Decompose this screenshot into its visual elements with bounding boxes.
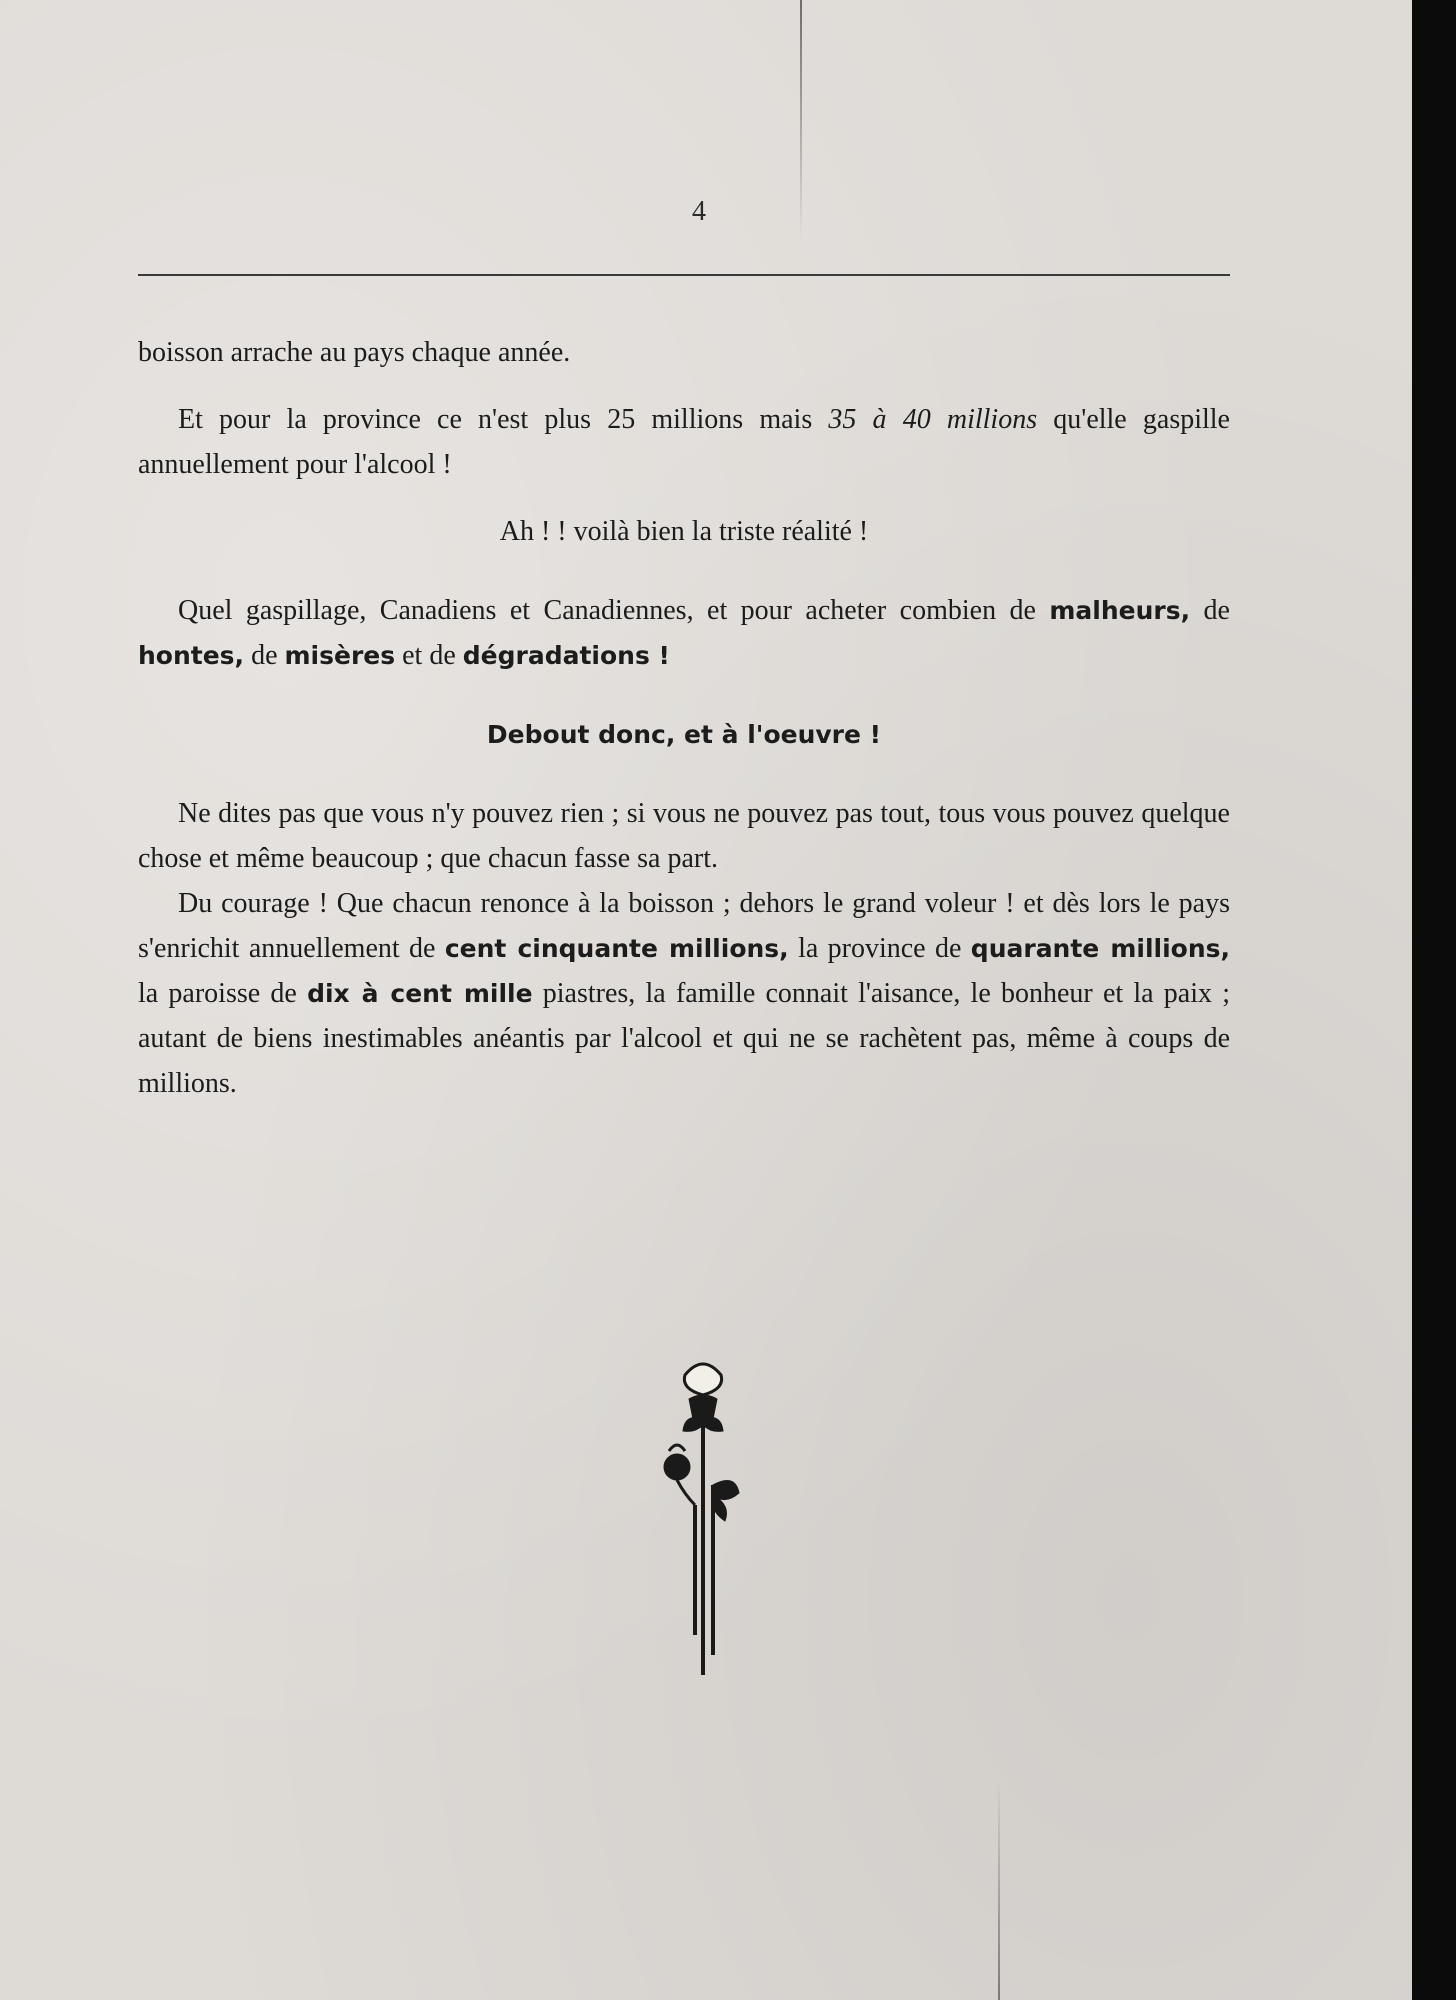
italic-amount: 35 à 40 millions bbox=[828, 404, 1038, 435]
page-number: 4 bbox=[692, 196, 706, 227]
paper-crease bbox=[800, 0, 802, 240]
paragraph-5-heading: Debout donc, et à l'oeuvre ! bbox=[486, 720, 882, 749]
paragraph-7: Du courage ! Que chacun renonce à la boisson ; dehors le grand voleur ! et dès lors le pays s'enrichit annuellement de cent cinquante millions, la province de quarante millions, la paroisse de dix à cent mille piastres, la famille connait l'aisance, le bonheur et la paix ; autant de biens inestimables anéantis par l'alcool et qui ne se rachètent pas, même à coups de millions. bbox=[138, 888, 1231, 1099]
paper-crease bbox=[998, 1780, 1000, 2000]
paragraph-6: Ne dites pas que vous n'y pouvez rien ; si vous ne pouvez pas tout, tous vous pouvez quelque chose et même beaucoup ; que chacun fasse sa part. bbox=[138, 798, 1230, 874]
paragraph-2: Et pour la province ce n'est plus 25 millions mais 35 à 40 millions qu'elle gaspille annuellement pour l'alcool ! bbox=[138, 404, 1230, 480]
header-rule bbox=[138, 274, 1230, 276]
body-text bbox=[138, 330, 1230, 1106]
paragraph-1: boisson arrache au pays chaque année. bbox=[138, 337, 571, 368]
thistle-flower-icon bbox=[655, 1355, 755, 1695]
paragraph-3: Ah ! ! voilà bien la triste réalité ! bbox=[499, 516, 869, 547]
paragraph-4: Quel gaspillage, Canadiens et Canadiennes, et pour acheter combien de malheurs, de hontes, de misères et de dégradations ! bbox=[138, 595, 1230, 671]
